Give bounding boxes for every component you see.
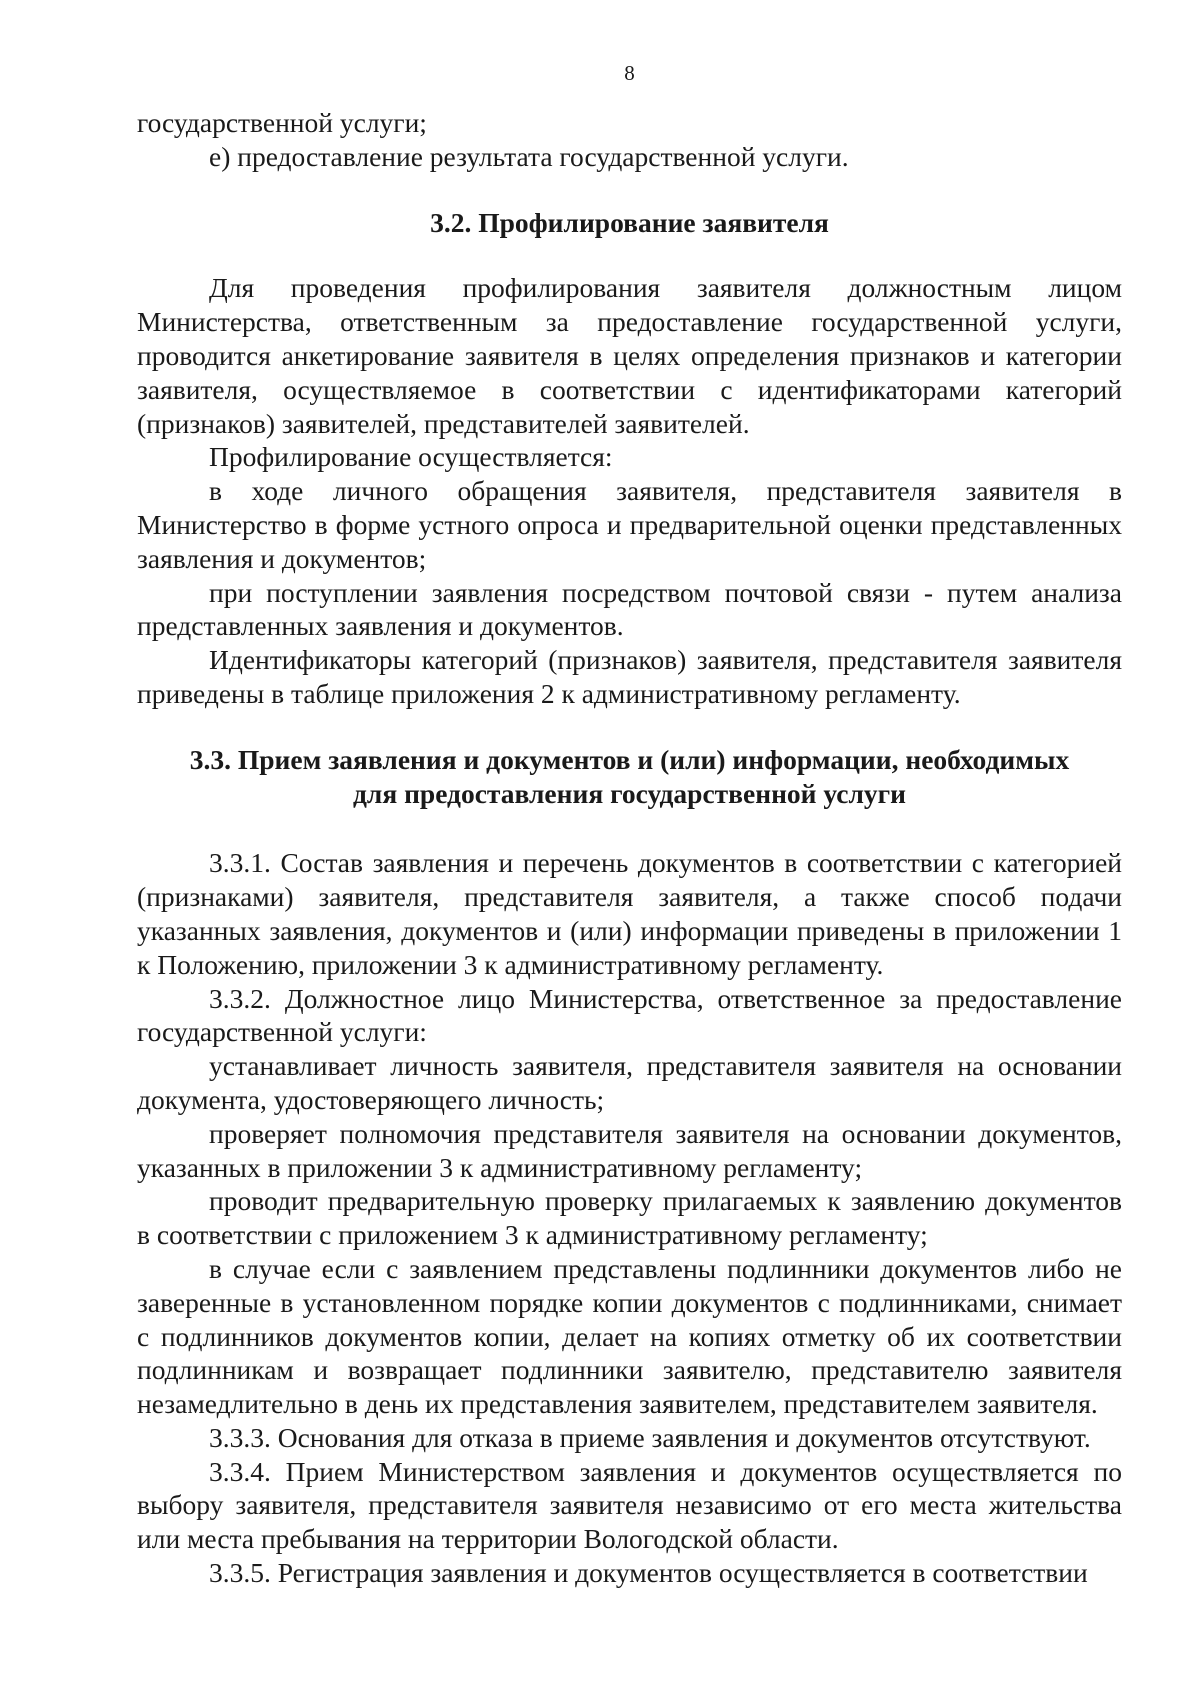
paragraph: 3.3.5. Регистрация заявления и документов осуществляется в соответствии [209,1557,1088,1589]
paragraph: 3.3.3. Основания для отказа в приеме заявления и документов отсутствуют. [209,1421,1091,1453]
paragraph: Профилирование осуществляется: [209,441,613,473]
section-3-2-heading: 3.2. Профилирование заявителя [430,206,829,238]
continuation-item-e: е) предоставление результата государственной услуги. [209,140,849,172]
document-page [137,60,1122,1590]
section-3-3-heading [137,743,1122,811]
page-number: 8 [624,61,635,85]
section-3-3-heading-line1: 3.3. Прием заявления и документов и (или) информации, необходимых [189,743,1070,775]
paragraph: в случае если с заявлением представлены подлинники документов либо не заверенные в установленном порядке копии документов с подлинниками, снимает с подлинников документов копии, делает на копиях отметку об их соответствии подлинникам и возвращает подлинники заявителю, представителю заявителя незамедлительно в день их представления заявителем, представителем заявителя. [137,1252,1122,1420]
section-3-3-heading-line2: для предоставления государственной услуги [352,777,907,809]
paragraph: 3.3.4. Прием Министерством заявления и документов осуществляется по выбору заявителя, представителя заявителя независимо от его места жительства или места пребывания на территории Вологодской области. [137,1455,1122,1555]
paragraph: Идентификаторы категорий (признаков) заявителя, представителя заявителя приведены в таблице приложения 2 к административному регламенту. [137,644,1122,709]
continuation-line: государственной услуги; [137,107,427,138]
paragraph: 3.3.2. Должностное лицо Министерства, ответственное за предоставление государственной услуги: [137,982,1122,1048]
paragraph: проверяет полномочия представителя заявителя на основании документов, указанных в приложении 3 к административному регламенту; [137,1117,1122,1183]
paragraph: Для проведения профилирования заявителя должностным лицом Министерства, ответственным за предоставление государственной услуги, проводится анкетирование заявителя в целях определения признаков и категории заявителя, осуществляемое в соответствии с идентификаторами категорий (признаков) заявителей, представителей заявителей. [137,272,1122,439]
paragraph: устанавливает личность заявителя, представителя заявителя на основании документа, удостоверяющего личность; [137,1050,1122,1115]
paragraph: 3.3.1. Состав заявления и перечень документов в соответствии с категорией (признаками) заявителя, представителя заявителя, а также способ подачи указанных заявления, документов и (или) информации приведены в приложении 1 к Положению, приложении 3 к административному регламенту. [137,847,1122,980]
paragraph: проводит предварительную проверку прилагаемых к заявлению документов в соответствии с приложением 3 к административному регламенту; [137,1185,1122,1251]
paragraph: при поступлении заявления посредством почтовой связи - путем анализа представленных заявления и документов. [137,576,1122,642]
paragraph: в ходе личного обращения заявителя, представителя заявителя в Министерство в форме устного опроса и предварительной оценки представленных заявления и документов; [137,475,1122,574]
